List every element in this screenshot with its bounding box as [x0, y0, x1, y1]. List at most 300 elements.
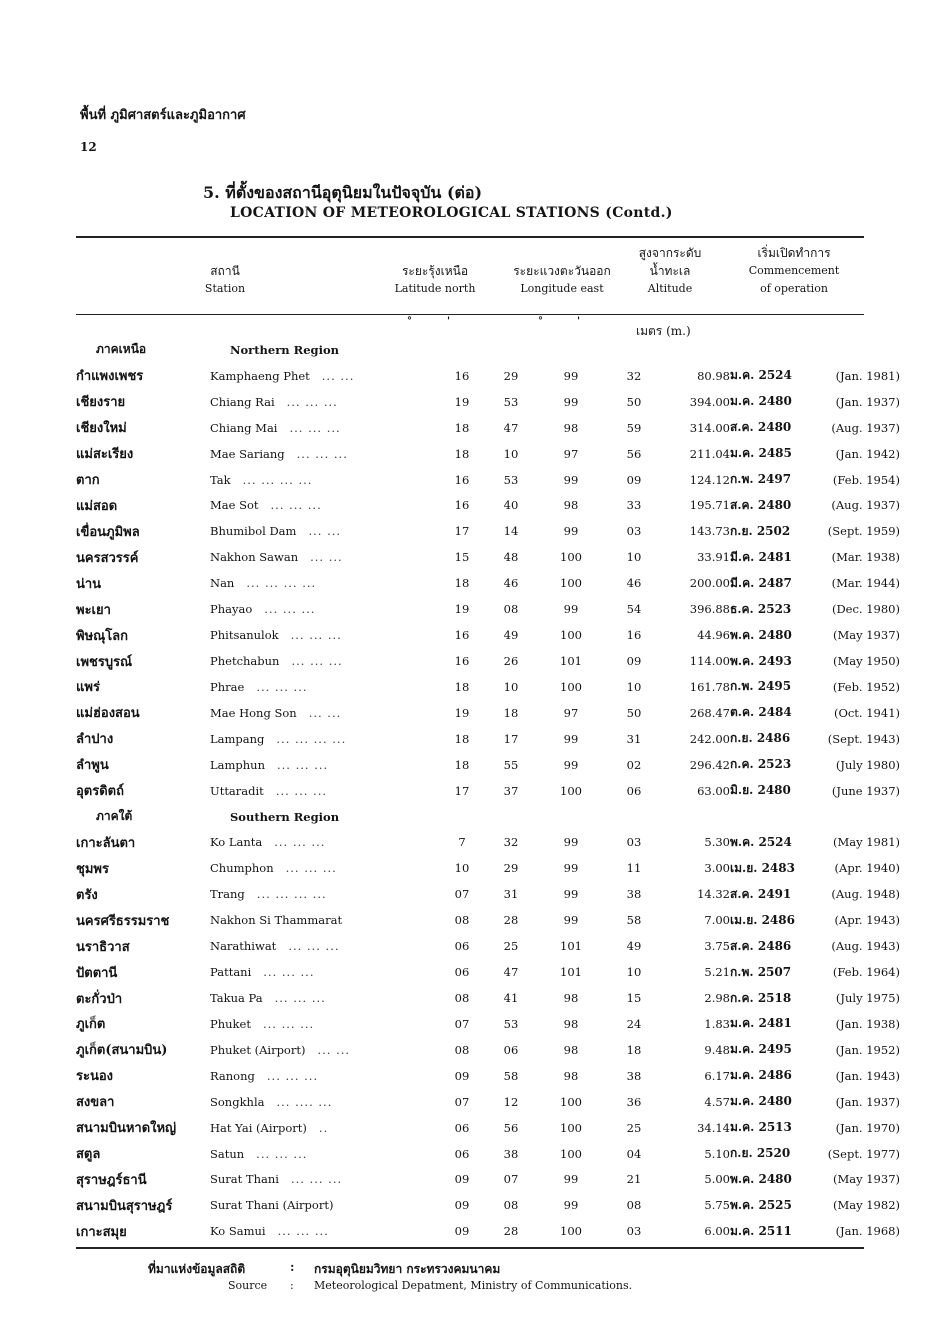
station-row — [76, 518, 900, 544]
station-name-english-text: Chiang Mai — [210, 420, 278, 435]
longitude-minutes: 32 — [626, 368, 642, 383]
latitude-degrees: 17 — [454, 524, 470, 539]
station-row — [76, 1063, 900, 1089]
station-name-english-text: Surat Thani (Airport) — [210, 1198, 334, 1213]
latitude-degrees: 18 — [454, 446, 470, 461]
latitude-minutes: 48 — [503, 550, 519, 565]
source-colon-thai: : — [290, 1260, 295, 1274]
station-name-english-text: Satun — [210, 1146, 245, 1161]
commencement-thai-text: ก.ค. 2523 — [730, 757, 792, 772]
latitude-minutes: 28 — [503, 913, 519, 928]
station-name-english-text: Ranong — [210, 1068, 255, 1083]
source-label-english: Source — [228, 1279, 268, 1292]
leader-dots: ... .... ... — [276, 1094, 333, 1109]
latitude-minutes: 10 — [503, 446, 519, 461]
latitude-minutes: 08 — [503, 1198, 519, 1213]
commencement-thai-text: ต.ค. 2484 — [730, 705, 792, 720]
station-name-english — [210, 1011, 432, 1037]
commencement-thai-text: ส.ค. 2486 — [730, 938, 792, 953]
leader-dots: ... ... ... — [270, 498, 322, 513]
station-name-thai: เกาะสมุย — [76, 1224, 127, 1240]
station-row — [76, 1141, 900, 1167]
altitude-value: 161.78 — [689, 679, 730, 694]
leader-dots: ... ... ... — [264, 602, 316, 617]
longitude-degrees: 99 — [563, 602, 579, 617]
station-name-english — [210, 544, 432, 570]
longitude-degrees: 101 — [560, 939, 582, 954]
station-name-english-text: Narathiwat — [210, 939, 277, 954]
station-name-thai: ตาก — [76, 473, 100, 489]
longitude-degrees: 98 — [563, 420, 579, 435]
station-name-english — [210, 1167, 432, 1193]
station-name-thai: ปัตตานี — [76, 965, 118, 981]
latitude-degrees: 07 — [454, 1016, 470, 1031]
altitude-value: 80.98 — [697, 368, 730, 383]
region-name-english: Northern Region — [230, 342, 339, 357]
longitude-minutes: 33 — [626, 498, 642, 513]
station-name-english — [210, 959, 432, 985]
commencement-thai — [730, 1192, 810, 1218]
longitude-degrees: 99 — [563, 887, 579, 902]
station-name-english — [210, 674, 432, 700]
latitude-degrees: 07 — [454, 887, 470, 902]
station-row — [76, 959, 900, 985]
commencement-thai-text: ม.ค. 2495 — [730, 1042, 792, 1057]
station-name-english — [210, 1037, 432, 1063]
station-name-english-text: Phuket (Airport) — [210, 1042, 306, 1057]
commencement-thai-text: ก.ค. 2518 — [730, 990, 792, 1005]
leader-dots: ... ... ... — [256, 679, 308, 694]
station-name-english-text: Ko Samui — [210, 1224, 266, 1239]
altitude-value: 1.83 — [704, 1016, 730, 1031]
empty-cell — [730, 804, 810, 830]
station-name-english — [210, 1063, 432, 1089]
commencement-thai — [730, 363, 810, 389]
station-name-thai: ภูเก็ต(สนามบิน) — [76, 1043, 168, 1059]
latitude-degrees: 16 — [454, 498, 470, 513]
station-name-english-text: Nakhon Si Thammarat — [210, 913, 343, 928]
commencement-thai-text: ม.ค. 2511 — [730, 1223, 792, 1238]
commencement-thai-text: ม.ค. 2485 — [730, 446, 792, 461]
station-row — [76, 467, 900, 493]
commencement-english: (Sept. 1943) — [827, 731, 900, 746]
empty-cell — [656, 804, 730, 830]
altitude-value: 34.14 — [697, 1120, 730, 1135]
longitude-minutes: 08 — [626, 1198, 642, 1213]
station-name-english — [210, 518, 432, 544]
commencement-english: (Feb. 1954) — [832, 472, 900, 487]
latitude-minutes: 26 — [503, 654, 519, 669]
commencement-english: (Aug. 1937) — [831, 420, 900, 435]
commencement-thai-text: ม.ค. 2480 — [730, 394, 792, 409]
station-name-thai: สตูล — [76, 1147, 101, 1163]
station-name-thai: เชียงใหม่ — [76, 421, 127, 437]
commencement-thai — [730, 493, 810, 519]
longitude-degrees: 101 — [560, 654, 582, 669]
altitude-value: 314.00 — [689, 420, 730, 435]
altitude-value: 5.75 — [704, 1198, 730, 1213]
commencement-english: (Jan. 1952) — [835, 1042, 900, 1057]
latitude-minutes: 53 — [503, 472, 519, 487]
latitude-minutes: 53 — [503, 1016, 519, 1031]
latitude-degrees: 16 — [454, 628, 470, 643]
station-name-english — [210, 493, 432, 519]
longitude-minutes: 04 — [626, 1146, 642, 1161]
longitude-minutes: 56 — [626, 446, 642, 461]
station-name-thai: สุราษฎร์ธานี — [76, 1172, 147, 1188]
commencement-thai — [730, 778, 810, 804]
latitude-degrees: 16 — [454, 368, 470, 383]
station-name-english-text: Songkhla — [210, 1094, 265, 1109]
commencement-thai-text: ส.ค. 2480 — [730, 497, 792, 512]
leader-dots: ... ... ... ... — [256, 887, 327, 902]
leader-dots: ... ... ... — [285, 861, 337, 876]
station-name-thai: เขื่อนภูมิพล — [76, 524, 140, 540]
commencement-thai — [730, 855, 810, 881]
station-name-english — [210, 907, 432, 933]
longitude-minutes: 10 — [626, 965, 642, 980]
altitude-value: 124.12 — [689, 472, 730, 487]
latitude-degrees: 07 — [454, 1094, 470, 1109]
station-name-english — [210, 389, 432, 415]
longitude-minutes: 16 — [626, 628, 642, 643]
commencement-thai — [730, 959, 810, 985]
longitude-degrees: 100 — [560, 1094, 582, 1109]
latitude-minutes: 55 — [503, 757, 519, 772]
page-number: 12 — [80, 140, 97, 154]
commencement-thai-text: ก.พ. 2507 — [730, 964, 792, 979]
commencement-english: (Sept. 1977) — [827, 1146, 900, 1161]
altitude-value: 2.98 — [704, 991, 730, 1005]
commencement-english: (Jan. 1970) — [835, 1120, 900, 1135]
commencement-thai — [730, 596, 810, 622]
empty-cell — [612, 337, 656, 363]
station-name-english-text: Trang — [210, 887, 245, 902]
longitude-degrees: 99 — [563, 524, 579, 539]
longitude-minutes: 18 — [626, 1042, 642, 1057]
station-name-english-text: Mae Hong Son — [210, 705, 297, 720]
commencement-thai — [730, 570, 810, 596]
header-longitude: ระยะแวงตะวันออก Longitude east — [513, 264, 611, 295]
commencement-english: (May 1937) — [832, 1172, 900, 1187]
station-row — [76, 830, 900, 856]
station-row — [76, 1192, 900, 1218]
longitude-degrees: 98 — [563, 991, 579, 1005]
station-name-english-text: Phayao — [210, 602, 253, 617]
empty-cell — [432, 337, 492, 363]
commencement-english: (Jan. 1981) — [835, 368, 900, 383]
longitude-degrees: 98 — [563, 1068, 579, 1083]
commencement-english: (June 1937) — [831, 783, 900, 798]
station-name-english-text: Pattani — [210, 965, 252, 980]
commencement-thai — [730, 1011, 810, 1037]
station-name-english-text: Lamphun — [210, 757, 265, 772]
station-row — [76, 648, 900, 674]
station-name-thai: นครศรีธรรมราช — [76, 913, 170, 929]
station-row — [76, 907, 900, 933]
longitude-degrees: 99 — [563, 472, 579, 487]
longitude-minutes: 24 — [626, 1016, 642, 1031]
latitude-degrees: 09 — [454, 1068, 470, 1083]
station-row — [76, 493, 900, 519]
longitude-degrees: 99 — [563, 394, 579, 409]
latitude-degrees: 7 — [458, 835, 466, 850]
longitude-degrees: 97 — [563, 446, 579, 461]
station-name-english — [210, 933, 432, 959]
latitude-degrees: 18 — [454, 679, 470, 694]
latitude-minutes: 12 — [503, 1094, 519, 1109]
altitude-value: 114.00 — [689, 654, 730, 669]
latitude-degrees: 10 — [454, 861, 470, 876]
station-row — [76, 415, 900, 441]
altitude-value: 7.00 — [704, 913, 730, 928]
commencement-english: (Feb. 1964) — [832, 965, 900, 980]
longitude-minutes: 54 — [626, 602, 642, 617]
latitude-degrees: 18 — [454, 576, 470, 591]
station-name-thai: เกาะลันตา — [76, 835, 136, 851]
leader-dots: ... ... ... — [291, 654, 343, 669]
altitude-value: 6.17 — [704, 1068, 730, 1083]
empty-cell — [530, 804, 612, 830]
commencement-english: (Jan. 1937) — [835, 1094, 900, 1109]
station-row — [76, 1011, 900, 1037]
commencement-english: (Feb. 1952) — [832, 679, 900, 694]
station-name-english — [210, 363, 432, 389]
station-name-english-text: Ko Lanta — [210, 835, 263, 850]
altitude-value: 242.00 — [689, 731, 730, 746]
lon-degree-symbol: ° — [538, 316, 543, 327]
leader-dots: ... ... ... — [289, 420, 341, 435]
station-row — [76, 544, 900, 570]
station-name-english-text: Kamphaeng Phet — [210, 368, 310, 383]
station-name-english — [210, 700, 432, 726]
longitude-degrees: 99 — [563, 861, 579, 876]
altitude-value: 4.57 — [704, 1094, 730, 1109]
station-name-english-text: Lampang — [210, 731, 265, 746]
longitude-minutes: 38 — [626, 1068, 642, 1083]
latitude-minutes: 10 — [503, 679, 519, 694]
longitude-minutes: 11 — [626, 861, 642, 876]
altitude-value: 211.04 — [689, 446, 730, 461]
longitude-minutes: 50 — [626, 705, 642, 720]
latitude-degrees: 19 — [454, 602, 470, 617]
longitude-minutes: 21 — [626, 1172, 642, 1187]
station-name-english-text: Phetchabun — [210, 654, 280, 669]
latitude-minutes: 56 — [503, 1120, 519, 1135]
longitude-degrees: 101 — [560, 965, 582, 980]
longitude-degrees: 99 — [563, 835, 579, 850]
station-row — [76, 596, 900, 622]
station-name-thai: กำแพงเพชร — [76, 369, 144, 385]
longitude-degrees: 99 — [563, 757, 579, 772]
header-commencement: เริ่มเปิดทำการ Commencement of operation — [748, 246, 840, 295]
commencement-thai — [730, 441, 810, 467]
longitude-minutes: 49 — [626, 939, 642, 954]
station-row — [76, 1218, 900, 1244]
longitude-degrees: 99 — [563, 913, 579, 928]
latitude-degrees: 16 — [454, 654, 470, 669]
commencement-english: (Apr. 1940) — [834, 861, 900, 876]
station-name-english-text: Tak — [210, 472, 231, 487]
empty-cell — [530, 337, 612, 363]
station-name-english — [210, 1192, 432, 1218]
commencement-english: (Apr. 1943) — [834, 913, 900, 928]
region-name-thai: ภาคเหนือ — [96, 342, 147, 357]
commencement-thai-text: ก.ย. 2502 — [730, 523, 791, 538]
latitude-minutes: 38 — [503, 1146, 519, 1161]
longitude-degrees: 100 — [560, 1146, 582, 1161]
altitude-unit: เมตร (m.) — [636, 324, 691, 338]
station-name-thai: แม่ฮ่องสอน — [76, 706, 140, 722]
commencement-thai-text: ก.ย. 2486 — [730, 731, 791, 746]
station-name-english — [210, 726, 432, 752]
commencement-thai — [730, 674, 810, 700]
latitude-minutes: 49 — [503, 628, 519, 643]
longitude-degrees: 100 — [560, 783, 582, 798]
commencement-thai — [730, 830, 810, 856]
station-row — [76, 933, 900, 959]
source-text-thai: กรมอุตุนิยมวิทยา กระทรวงคมนาคม — [314, 1262, 501, 1276]
station-row — [76, 1115, 900, 1141]
station-name-english — [210, 1218, 432, 1244]
latitude-degrees: 18 — [454, 731, 470, 746]
station-name-thai: สนามบินหาดใหญ่ — [76, 1121, 177, 1137]
latitude-degrees: 09 — [454, 1172, 470, 1187]
station-name-english-text: Nakhon Sawan — [210, 550, 299, 565]
commencement-english: (Aug. 1948) — [831, 887, 900, 902]
commencement-thai — [730, 700, 810, 726]
commencement-english: (Aug. 1937) — [831, 498, 900, 513]
latitude-minutes: 29 — [503, 861, 519, 876]
commencement-english: (May 1950) — [832, 654, 900, 669]
leader-dots: ... ... — [310, 550, 343, 565]
latitude-minutes: 41 — [503, 991, 519, 1005]
longitude-minutes: 38 — [626, 887, 642, 902]
altitude-value: 9.48 — [704, 1042, 730, 1057]
altitude-value: 63.00 — [697, 783, 730, 798]
latitude-degrees: 08 — [454, 1042, 470, 1057]
commencement-thai — [730, 389, 810, 415]
commencement-thai-text: มี.ค. 2481 — [730, 549, 792, 564]
commencement-thai-text: พ.ค. 2524 — [730, 834, 792, 849]
latitude-degrees: 19 — [454, 705, 470, 720]
longitude-minutes: 46 — [626, 576, 642, 591]
altitude-value: 195.71 — [689, 498, 730, 513]
leader-dots: ... ... ... — [290, 1172, 343, 1187]
commencement-english: (Jan. 1943) — [835, 1068, 900, 1083]
longitude-degrees: 97 — [563, 705, 579, 720]
commencement-thai-text: พ.ค. 2525 — [730, 1197, 792, 1212]
station-name-english-text: Phitsanulok — [210, 628, 279, 643]
station-name-english — [210, 778, 432, 804]
empty-cell — [432, 804, 492, 830]
latitude-minutes: 25 — [503, 939, 519, 954]
longitude-degrees: 98 — [563, 1016, 579, 1031]
leader-dots: ... ... ... — [288, 939, 340, 954]
altitude-value: 5.00 — [704, 1172, 730, 1187]
lat-degree-symbol: ° — [407, 316, 412, 327]
region-name-english: Southern Region — [230, 809, 340, 824]
altitude-value: 200.00 — [689, 576, 730, 591]
station-name-english-text: Takua Pa — [210, 991, 263, 1005]
commencement-english: (Jan. 1937) — [835, 394, 900, 409]
empty-cell — [492, 804, 530, 830]
longitude-degrees: 100 — [560, 1120, 582, 1135]
empty-cell — [730, 337, 810, 363]
commencement-thai — [730, 726, 810, 752]
altitude-value: 5.10 — [704, 1146, 730, 1161]
commencement-thai-text: ม.ค. 2524 — [730, 368, 792, 383]
commencement-thai-text: มี.ค. 2487 — [730, 575, 792, 590]
latitude-minutes: 08 — [503, 602, 519, 617]
commencement-thai — [730, 622, 810, 648]
latitude-minutes: 46 — [503, 576, 519, 591]
station-name-english — [210, 985, 432, 1011]
longitude-degrees: 98 — [563, 1042, 579, 1057]
station-row — [76, 726, 900, 752]
longitude-minutes: 31 — [626, 731, 642, 746]
commencement-thai — [730, 907, 810, 933]
commencement-english: (Sept. 1959) — [827, 524, 900, 539]
station-name-thai: ชุมพร — [76, 861, 109, 877]
longitude-minutes: 09 — [626, 472, 642, 487]
station-row — [76, 1037, 900, 1063]
empty-cell — [492, 337, 530, 363]
station-name-english-text: Hat Yai (Airport) — [210, 1120, 307, 1135]
commencement-thai — [730, 415, 810, 441]
station-name-english — [210, 596, 432, 622]
latitude-degrees: 09 — [454, 1224, 470, 1239]
station-name-english — [210, 830, 432, 856]
leader-dots: ... ... ... — [290, 628, 342, 643]
longitude-minutes: 59 — [626, 420, 642, 435]
commencement-thai — [730, 1167, 810, 1193]
header-top-rule — [76, 236, 864, 238]
leader-dots: ... ... ... — [296, 446, 348, 461]
leader-dots: ... ... ... ... — [242, 472, 313, 487]
longitude-minutes: 58 — [626, 913, 642, 928]
longitude-degrees: 100 — [560, 628, 582, 643]
commencement-thai — [730, 1141, 810, 1167]
leader-dots: ... ... — [308, 705, 342, 720]
latitude-minutes: 32 — [503, 835, 519, 850]
commencement-english: (Oct. 1941) — [833, 705, 900, 720]
longitude-degrees: 100 — [560, 679, 582, 694]
station-name-thai: เพชรบูรณ์ — [76, 654, 133, 670]
commencement-thai-text: ก.ย. 2520 — [730, 1146, 791, 1161]
station-name-thai: ระนอง — [76, 1069, 114, 1085]
latitude-minutes: 06 — [503, 1042, 519, 1057]
longitude-degrees: 99 — [563, 731, 579, 746]
commencement-english: (May 1982) — [832, 1198, 900, 1213]
table-title-thai: 5. ที่ตั้งของสถานีอุตุนิยมในปัจจุบัน (ต่อ) — [203, 183, 483, 202]
commencement-thai-text: ส.ค. 2480 — [730, 420, 792, 435]
commencement-thai — [730, 933, 810, 959]
commencement-english: (July 1975) — [835, 991, 900, 1005]
leader-dots: ... ... ... ... — [246, 576, 317, 591]
commencement-thai-text: ม.ค. 2481 — [730, 1016, 792, 1031]
longitude-degrees: 100 — [560, 1224, 582, 1239]
commencement-english: (May 1981) — [832, 835, 900, 850]
altitude-value: 396.88 — [689, 602, 730, 617]
station-name-thai: น่าน — [76, 576, 102, 592]
commencement-thai — [730, 1037, 810, 1063]
commencement-thai-text: ม.ค. 2486 — [730, 1068, 792, 1083]
leader-dots: ... ... ... — [277, 1224, 329, 1239]
station-name-english-text: Bhumibol Dam — [210, 524, 297, 539]
station-name-thai: เชียงราย — [76, 395, 126, 411]
latitude-degrees: 18 — [454, 420, 470, 435]
